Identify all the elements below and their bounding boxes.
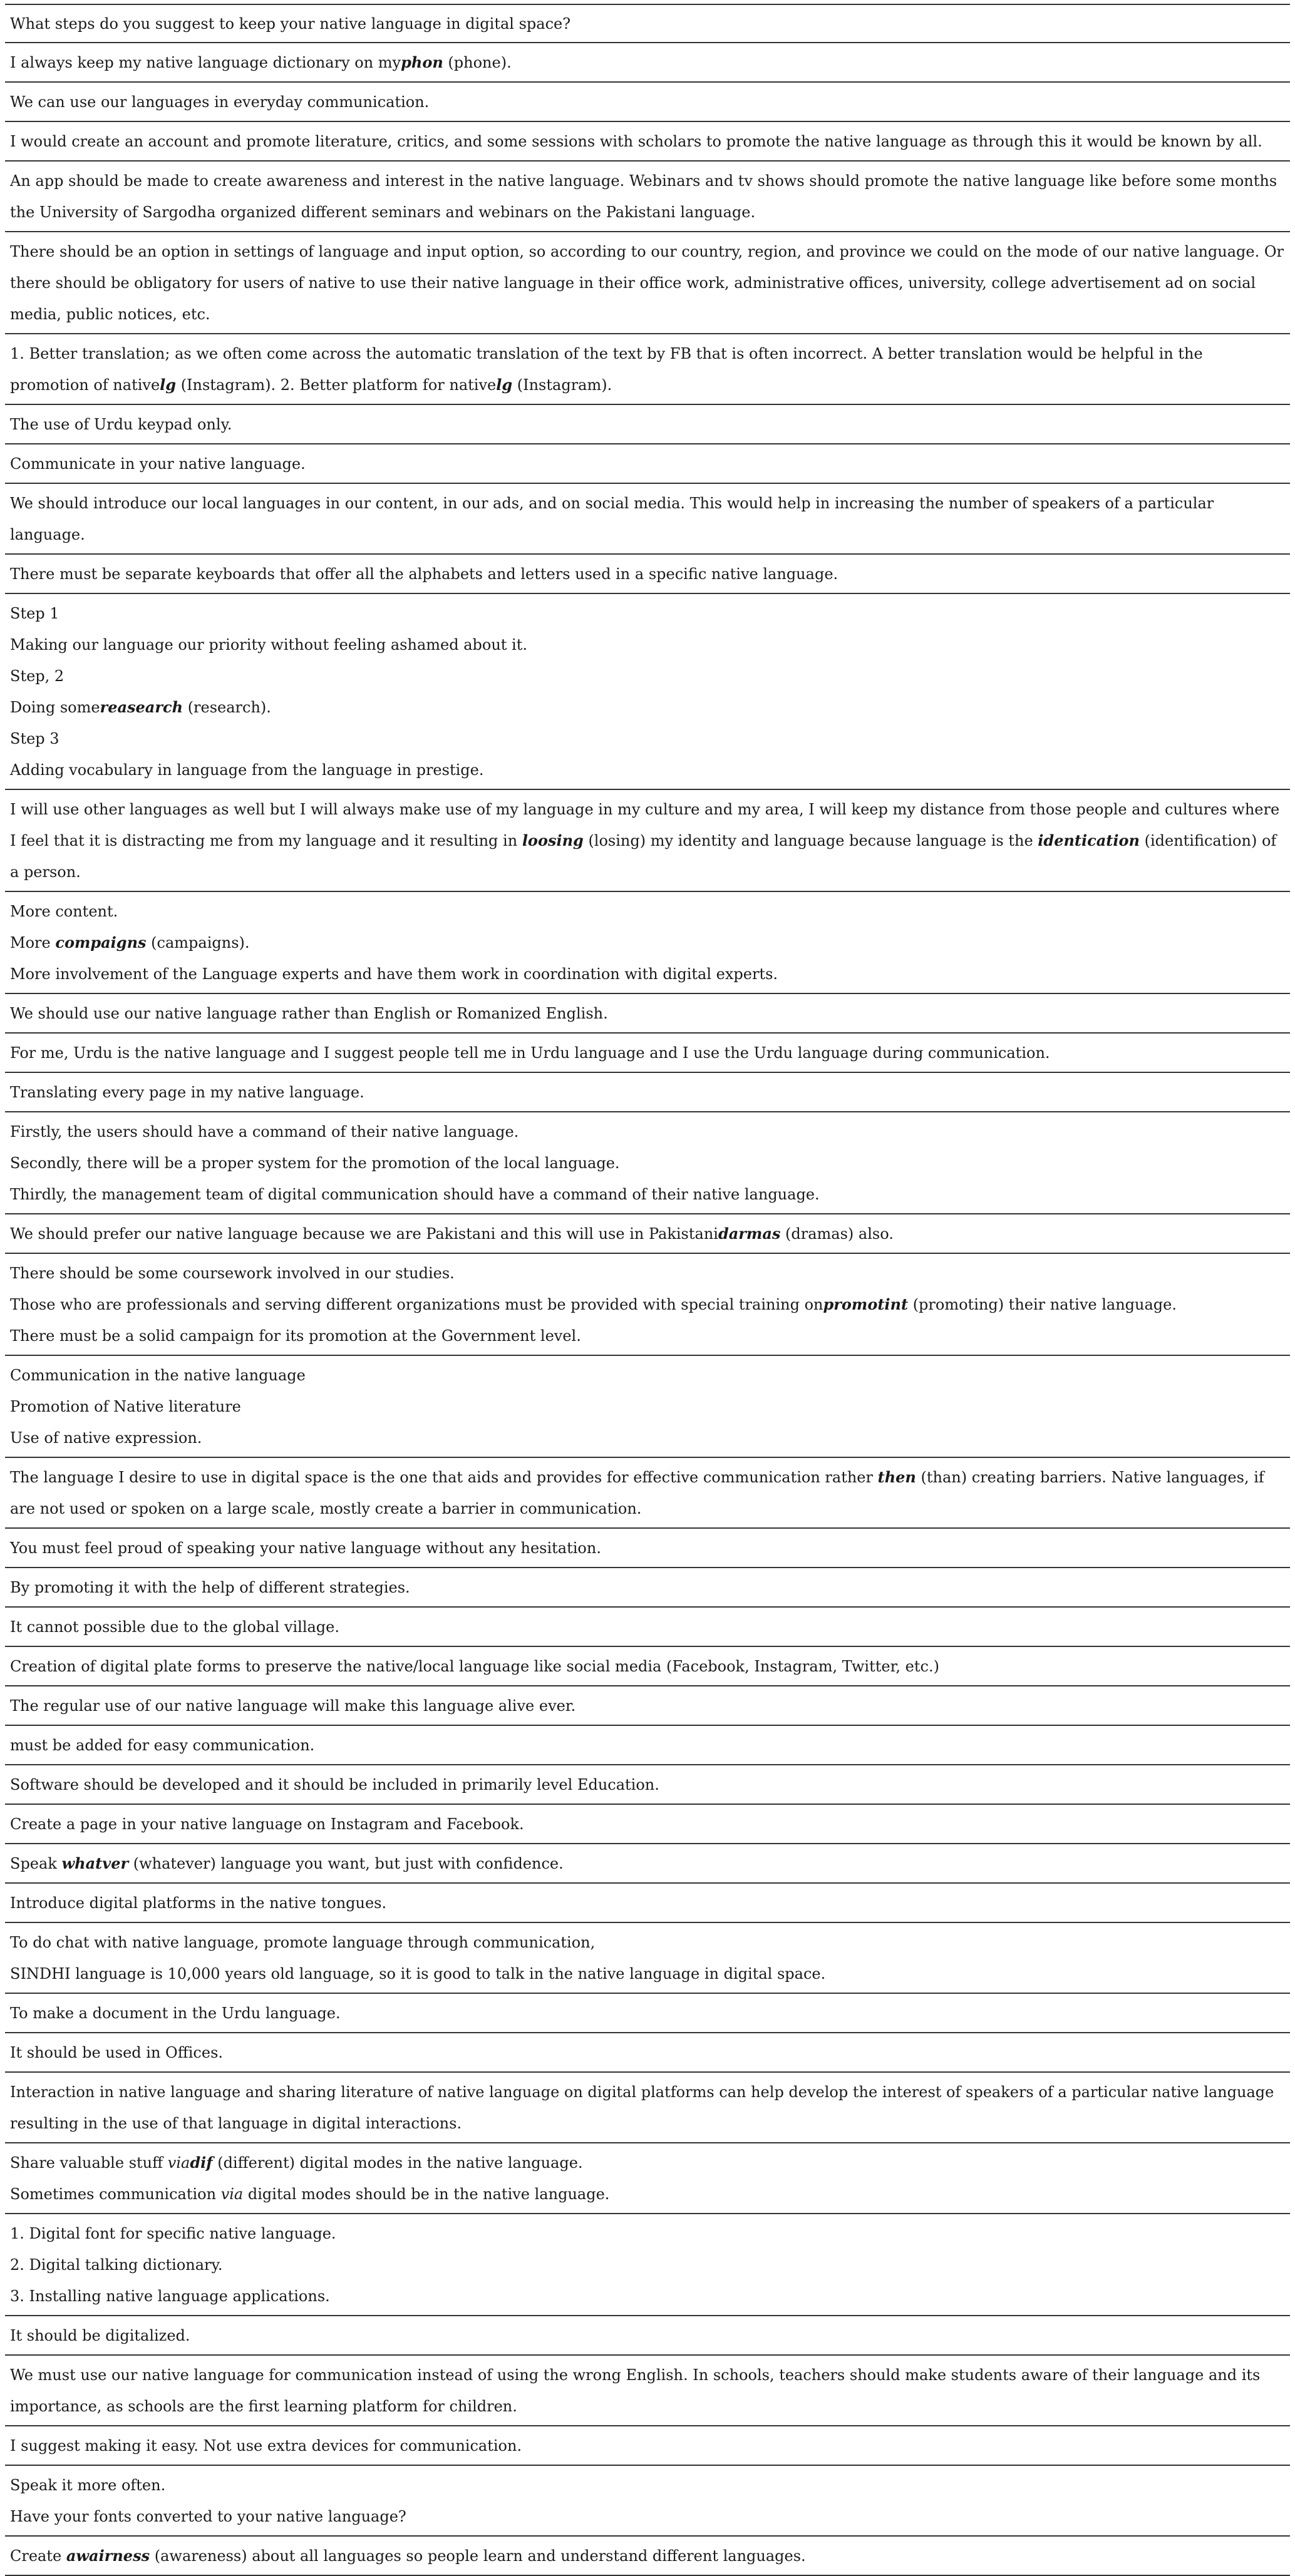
table-row [5, 121, 1290, 161]
table-row [5, 1607, 1290, 1646]
response-line [10, 488, 1285, 550]
response-line [10, 598, 1285, 629]
response-cell [5, 1686, 1290, 1725]
response-cell [5, 2072, 1290, 2143]
response-text: 3. Installing native language applications. [10, 2287, 330, 2305]
response-text: Use of native expression. [10, 1429, 202, 1447]
table-header: What steps do you suggest to keep your native language in digital space? [5, 4, 1290, 43]
response-text: More content. [10, 903, 118, 920]
response-cell [5, 1214, 1290, 1253]
response-cell [5, 1112, 1290, 1214]
response-line [10, 47, 1285, 78]
table-row [5, 1112, 1290, 1214]
response-cell [5, 1765, 1290, 1804]
table-row [5, 1214, 1290, 1253]
response-text: (losing) my identity and language because language is the [583, 832, 1038, 849]
table-row [5, 2316, 1290, 2355]
response-text: The language I desire to use in digital space is the one that aids and provides for effective communication rather [10, 1469, 878, 1486]
response-cell [5, 789, 1290, 891]
table-row [5, 2465, 1290, 2536]
table-row [5, 2143, 1290, 2214]
response-text: Thirdly, the management team of digital communication should have a command of their native language. [10, 1186, 820, 1203]
response-line [10, 1116, 1285, 1147]
response-text: I would create an account and promote literature, critics, and some sessions with scholars to promote the native language as through this it would be known by all. [10, 133, 1262, 150]
table-row [5, 43, 1290, 82]
response-line [10, 1690, 1285, 1722]
table-row [5, 593, 1290, 789]
response-line [10, 1730, 1285, 1761]
response-cell [5, 993, 1290, 1033]
response-line [10, 629, 1285, 660]
response-text: We must use our native language for communication instead of using the wrong English. In schools, teachers should make students aware of their language and its importance, as schools are the first learning platform for children. [10, 2366, 1261, 2415]
table-row [5, 1568, 1290, 1607]
response-cell [5, 232, 1290, 334]
response-cell [5, 1804, 1290, 1844]
response-line [10, 2178, 1285, 2210]
table-row [5, 1072, 1290, 1112]
table-row [5, 789, 1290, 891]
response-line [10, 1651, 1285, 1682]
response-line [10, 927, 1285, 958]
misspelled-word: awairness [66, 2547, 150, 2565]
response-text: Create [10, 2547, 66, 2565]
response-line [10, 1572, 1285, 1603]
response-line [10, 409, 1285, 440]
misspelled-word: identication [1038, 831, 1140, 849]
table-row [5, 554, 1290, 593]
response-text: We should introduce our local languages in our content, in our ads, and on social media. This would help in increasing the number of speakers of a particular language. [10, 495, 1214, 543]
response-cell [5, 2316, 1290, 2355]
table-row [5, 161, 1290, 232]
italic-text: via [167, 2154, 190, 2172]
responses-table [5, 4, 1290, 2576]
response-line [10, 126, 1285, 157]
response-text: To do chat with native language, promote language through communication, [10, 1934, 596, 1951]
response-cell [5, 2033, 1290, 2072]
response-text: Secondly, there will be a proper system for the promotion of the local language. [10, 1154, 620, 1172]
response-text: There must be separate keyboards that offer all the alphabets and letters used in a specific native language. [10, 565, 838, 583]
response-line [10, 86, 1285, 118]
response-cell [5, 161, 1290, 232]
response-line [10, 723, 1285, 754]
response-cell [5, 121, 1290, 161]
response-line [10, 1037, 1285, 1069]
response-text: We can use our languages in everyday communication. [10, 93, 430, 111]
response-cell [5, 554, 1290, 593]
response-text: 2. Digital talking dictionary. [10, 2256, 223, 2274]
response-cell [5, 593, 1290, 789]
response-line [10, 1532, 1285, 1564]
table-row [5, 1922, 1290, 1993]
response-line [10, 2359, 1285, 2422]
table-row [5, 334, 1290, 404]
response-cell [5, 2355, 1290, 2426]
response-line [10, 896, 1285, 927]
response-text: (whatever) language you want, but just with confidence. [128, 1855, 564, 1872]
response-text: Promotion of Native literature [10, 1398, 241, 1415]
response-line [10, 1887, 1285, 1919]
response-text: There should be some coursework involved in our studies. [10, 1265, 455, 1282]
table-row [5, 2426, 1290, 2465]
response-text: Create a page in your native language on Instagram and Facebook. [10, 1815, 524, 1833]
response-text: Communication in the native language [10, 1367, 306, 1384]
response-text: Adding vocabulary in language from the language in prestige. [10, 761, 484, 779]
response-cell [5, 2426, 1290, 2465]
response-line [10, 2076, 1285, 2139]
table-row [5, 82, 1290, 121]
table-row [5, 1883, 1290, 1922]
table-row [5, 1457, 1290, 1528]
response-cell [5, 1607, 1290, 1646]
response-text: There should be an option in settings of language and input option, so according to our country, region, and province we could on the mode of our native language. Or there should be obligatory for users of native to use their native language in their office work, administrative offices, university, college advertisement ad on social media, public notices, etc. [10, 243, 1284, 323]
response-cell [5, 404, 1290, 444]
response-text: Translating every page in my native language. [10, 1084, 364, 1101]
table-row [5, 232, 1290, 334]
response-text: Making our language our priority without feeling ashamed about it. [10, 636, 528, 654]
misspelled-word: darmas [718, 1224, 781, 1243]
response-text: The use of Urdu keypad only. [10, 416, 232, 433]
response-cell [5, 891, 1290, 993]
response-cell [5, 334, 1290, 404]
response-text: To make a document in the Urdu language. [10, 2004, 341, 2022]
response-text: Have your fonts converted to your native language? [10, 2508, 406, 2525]
response-line [10, 1179, 1285, 1210]
response-text: Introduce digital platforms in the native tongues. [10, 1894, 387, 1912]
response-line [10, 2249, 1285, 2281]
response-line [10, 2470, 1285, 2501]
response-line [10, 165, 1285, 228]
response-text: Creation of digital plate forms to preserve the native/local language like social media (Facebook, Instagram, Twitter, etc.) [10, 1658, 939, 1675]
response-cell [5, 1993, 1290, 2033]
response-text: (dramas) also. [780, 1225, 894, 1243]
response-cell [5, 1844, 1290, 1883]
response-text: You must feel proud of speaking your native language without any hesitation. [10, 1539, 601, 1557]
response-line [10, 2501, 1285, 2532]
table-row [5, 2033, 1290, 2072]
table-row [5, 2072, 1290, 2143]
response-text: 1. Better translation; as we often come across the automatic translation of the text by FB that is often incorrect. A better translation would be helpful in the promotion of native [10, 345, 1203, 394]
response-line [10, 1077, 1285, 1108]
italic-text: via [220, 2185, 244, 2203]
table-row [5, 1253, 1290, 1355]
response-text: (different) digital modes in the native language. [212, 2154, 583, 2172]
misspelled-word: reasearch [100, 698, 183, 716]
response-line [10, 2037, 1285, 2068]
misspelled-word: then [877, 1468, 916, 1486]
response-text: Step 3 [10, 730, 59, 747]
response-text: (promoting) their native language. [908, 1296, 1177, 1313]
table-row [5, 2214, 1290, 2316]
response-text: I always keep my native language dictionary on my [10, 54, 401, 71]
response-cell [5, 2214, 1290, 2316]
response-text: I will use other languages as well but I will always make use of my language in my culture and my area, I will keep my distance from those people and cultures where I feel that it is distracting me from my language and it resulting in [10, 801, 1280, 849]
response-text: (awareness) about all languages so people learn and understand different languages. [150, 2547, 806, 2565]
response-text: It should be digitalized. [10, 2327, 190, 2344]
response-line [10, 1360, 1285, 1391]
table-row [5, 1725, 1290, 1765]
response-cell [5, 1922, 1290, 1993]
response-text: must be added for easy communication. [10, 1737, 315, 1754]
response-text: SINDHI language is 10,000 years old language, so it is good to talk in the native language in digital space. [10, 1965, 826, 1983]
response-text: (identification) of a person. [10, 832, 1277, 881]
response-line [10, 558, 1285, 590]
response-cell [5, 444, 1290, 483]
response-text: Step, 2 [10, 667, 64, 685]
table-row [5, 1686, 1290, 1725]
table-row [5, 1765, 1290, 1804]
response-cell [5, 1033, 1290, 1072]
response-line [10, 1422, 1285, 1454]
response-line [10, 2281, 1285, 2312]
response-line [10, 2218, 1285, 2249]
response-line [10, 1320, 1285, 1352]
response-line [10, 1462, 1285, 1524]
misspelled-word: lg [496, 376, 513, 394]
response-text: Speak [10, 1855, 62, 1872]
response-line [10, 692, 1285, 723]
response-line [10, 1958, 1285, 1989]
response-line [10, 958, 1285, 990]
table-row [5, 444, 1290, 483]
response-text: For me, Urdu is the native language and I suggest people tell me in Urdu language and I use the Urdu language during communication. [10, 1044, 1050, 1062]
response-text: By promoting it with the help of different strategies. [10, 1579, 410, 1596]
response-cell [5, 82, 1290, 121]
response-cell [5, 1355, 1290, 1457]
response-text: Step 1 [10, 605, 59, 622]
table-row [5, 891, 1290, 993]
table-row [5, 1993, 1290, 2033]
table-row [5, 1646, 1290, 1686]
response-text: (Instagram). 2. Better platform for native [176, 376, 497, 394]
response-cell [5, 1253, 1290, 1355]
table-row [5, 1355, 1290, 1457]
response-cell [5, 1725, 1290, 1765]
response-text: Communicate in your native language. [10, 455, 306, 473]
response-line [10, 2147, 1285, 2178]
response-cell [5, 1646, 1290, 1686]
response-cell [5, 1528, 1290, 1568]
misspelled-word: dif [190, 2153, 213, 2172]
response-text: We should prefer our native language because we are Pakistani and this will use in Pakistani [10, 1225, 718, 1243]
response-text: (Instagram). [512, 376, 612, 394]
response-text: We should use our native language rather than English or Romanized English. [10, 1005, 608, 1022]
response-line [10, 1769, 1285, 1800]
response-cell [5, 1568, 1290, 1607]
response-cell [5, 483, 1290, 554]
misspelled-word: whatver [61, 1854, 129, 1872]
header-row [5, 4, 1290, 43]
response-cell [5, 1883, 1290, 1922]
response-cell [5, 2143, 1290, 2214]
response-text: (phone). [443, 54, 512, 71]
response-text: (campaigns). [146, 934, 250, 952]
misspelled-word: promotint [823, 1295, 909, 1313]
table-row [5, 1033, 1290, 1072]
response-text: More involvement of the Language experts and have them work in coordination with digital experts. [10, 965, 778, 983]
response-text: 1. Digital font for specific native language. [10, 2225, 336, 2242]
response-line [10, 1147, 1285, 1179]
response-line [10, 1289, 1285, 1320]
response-cell [5, 1072, 1290, 1112]
response-text: Doing some [10, 699, 100, 716]
table-row [5, 483, 1290, 554]
table-row [5, 1804, 1290, 1844]
response-line [10, 236, 1285, 330]
table-row [5, 404, 1290, 444]
response-text: Speak it more often. [10, 2476, 166, 2494]
response-text: (research). [183, 699, 271, 716]
response-text: digital modes should be in the native language. [243, 2185, 610, 2203]
responses-table-container [5, 4, 1290, 2576]
response-line [10, 660, 1285, 692]
response-text: More [10, 934, 56, 952]
response-text: Share valuable stuff [10, 2154, 168, 2172]
response-cell [5, 2465, 1290, 2536]
response-text: Interaction in native language and sharing literature of native language on digital platforms can help develop the interest of speakers of a particular native language resulting in the use of that language in digital interactions. [10, 2083, 1274, 2132]
response-cell [5, 2536, 1290, 2575]
response-text: (than) creating barriers. Native languages, if are not used or spoken on a large scale, mostly create a barrier in communication. [10, 1469, 1264, 1517]
response-line [10, 2430, 1285, 2461]
table-row [5, 1844, 1290, 1883]
table-row [5, 2355, 1290, 2426]
response-text: I suggest making it easy. Not use extra devices for communication. [10, 2437, 522, 2455]
response-text: An app should be made to create awareness and interest in the native language. Webinars and tv shows should promote the native language like before some months the University of Sargodha organized different seminars and webinars on the Pakistani language. [10, 172, 1277, 221]
response-text: Firstly, the users should have a command of their native language. [10, 1123, 519, 1141]
response-text: Software should be developed and it should be included in primarily level Education. [10, 1776, 659, 1793]
misspelled-word: loosing [522, 831, 584, 849]
response-text: It cannot possible due to the global village. [10, 1618, 339, 1636]
table-row [5, 993, 1290, 1033]
response-text: Those who are professionals and serving different organizations must be provided with special training on [10, 1296, 823, 1313]
response-line [10, 998, 1285, 1029]
response-line [10, 794, 1285, 888]
response-line [10, 2320, 1285, 2351]
response-line [10, 1218, 1285, 1250]
misspelled-word: compaigns [55, 933, 147, 952]
response-line [10, 754, 1285, 786]
response-line [10, 448, 1285, 480]
response-line [10, 1258, 1285, 1289]
response-line [10, 1998, 1285, 2029]
response-text: There must be a solid campaign for its promotion at the Government level. [10, 1327, 581, 1345]
response-cell [5, 43, 1290, 82]
misspelled-word: lg [160, 376, 177, 394]
response-cell [5, 1457, 1290, 1528]
response-line [10, 1927, 1285, 1958]
response-text: It should be used in Offices. [10, 2044, 224, 2061]
response-line [10, 1611, 1285, 1643]
response-text: Sometimes communication [10, 2185, 221, 2203]
table-body [5, 43, 1290, 2575]
response-line [10, 2540, 1285, 2572]
table-row [5, 1528, 1290, 1568]
response-line [10, 1391, 1285, 1422]
response-text: The regular use of our native language will make this language alive ever. [10, 1697, 576, 1715]
response-line [10, 1848, 1285, 1879]
misspelled-word: phon [401, 53, 443, 71]
response-line [10, 1809, 1285, 1840]
table-row [5, 2536, 1290, 2575]
response-line [10, 338, 1285, 401]
